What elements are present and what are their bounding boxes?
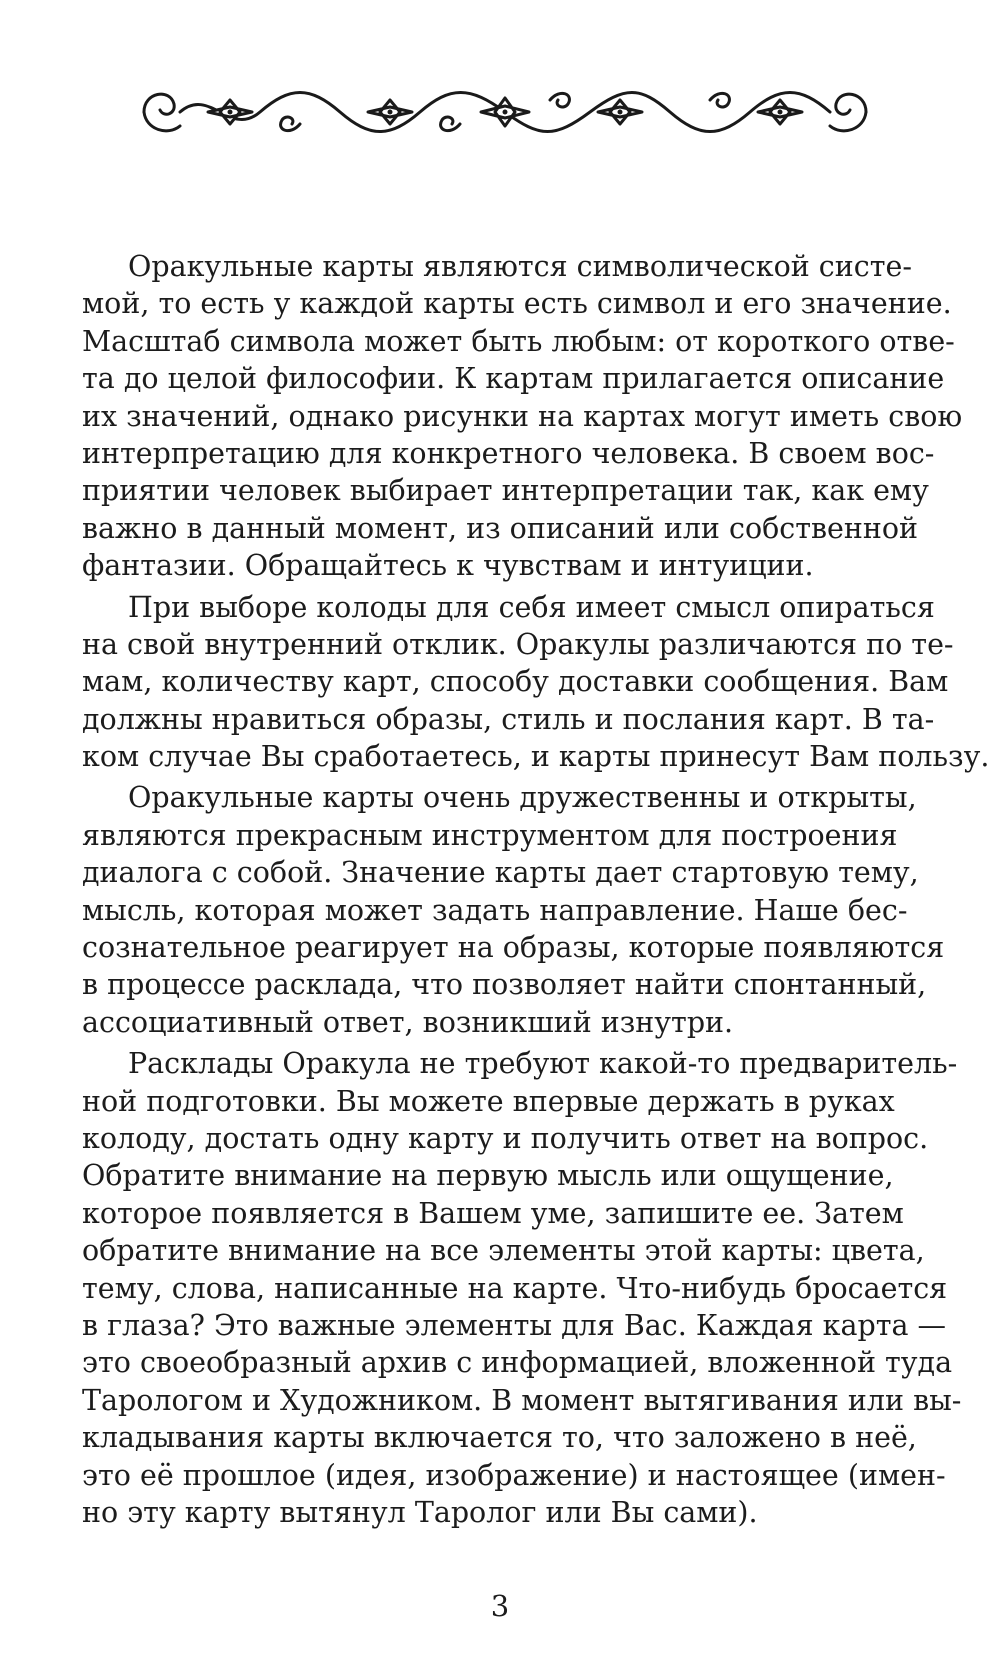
text-line: обратите внимание на все элементы этой карты: цвета, bbox=[82, 1234, 925, 1268]
text-line: являются прекрасным инструментом для построения bbox=[82, 818, 898, 852]
text-line: Оракульные карты очень дружественны и открыты, bbox=[128, 781, 917, 815]
text-line: Тарологом и Художником. В момент вытягивания или вы- bbox=[82, 1383, 962, 1417]
page-number: 3 bbox=[490, 1589, 510, 1623]
text-line: Обратите внимание на первую мысль или ощущение, bbox=[82, 1159, 894, 1193]
paragraph bbox=[82, 589, 990, 776]
text-line: которое появляется в Вашем уме, запишите ее. Затем bbox=[82, 1196, 904, 1230]
text-line: но эту карту вытянул Таролог или Вы сами). bbox=[82, 1495, 758, 1529]
text-line: мам, количеству карт, способу доставки сообщения. Вам bbox=[82, 665, 949, 699]
text-line: Расклады Оракула не требуют какой-то предваритель- bbox=[128, 1047, 958, 1081]
text-line: сознательное реагирует на образы, которые появляются bbox=[82, 931, 945, 965]
text-line: их значений, однако рисунки на картах могут иметь свою bbox=[82, 399, 963, 433]
text-line: мысль, которая может задать направление. Наше бес- bbox=[82, 893, 908, 927]
text-line: ассоциативный ответ, возникший изнутри. bbox=[82, 1005, 734, 1039]
text-line: Масштаб символа может быть любым: от короткого отве- bbox=[82, 324, 955, 358]
text-line: ком случае Вы сработаетесь, и карты принесут Вам пользу. bbox=[82, 740, 990, 774]
text-line: Оракульные карты являются символической систе- bbox=[128, 250, 912, 283]
text-line: в глаза? Это важные элементы для Вас. Каждая карта — bbox=[82, 1308, 947, 1342]
text-line: в процессе расклада, что позволяет найти спонтанный, bbox=[82, 968, 927, 1002]
text-line: тему, слова, написанные на карте. Что-нибудь бросается bbox=[82, 1271, 948, 1305]
text-line: ной подготовки. Вы можете впервые держать в руках bbox=[82, 1084, 895, 1118]
text-line: мой, то есть у каждой карты есть символ и его значение. bbox=[82, 287, 952, 321]
text-line: это своеобразный архив с информацией, вложенной туда bbox=[82, 1346, 953, 1380]
text-line: на свой внутренний отклик. Оракулы различаются по те- bbox=[82, 627, 954, 661]
text-line: это её прошлое (идея, изображение) и настоящее (имен- bbox=[82, 1458, 946, 1492]
paragraph bbox=[82, 248, 963, 585]
body-text bbox=[82, 248, 990, 1531]
text-line: При выборе колоды для себя имеет смысл опираться bbox=[128, 590, 935, 624]
text-line: приятии человек выбирает интерпретации так, как ему bbox=[82, 474, 929, 508]
text-line: колоду, достать одну карту и получить ответ на вопрос. bbox=[82, 1121, 929, 1155]
paragraph bbox=[82, 779, 945, 1041]
paragraph bbox=[82, 1045, 962, 1531]
floral-scroll-ornament-icon bbox=[140, 78, 870, 146]
text-line: фантазии. Обращайтесь к чувствам и интуиции. bbox=[82, 549, 814, 583]
text-line: та до целой философии. К картам прилагается описание bbox=[82, 362, 945, 396]
text-line: кладывания карты включается то, что заложено в неё, bbox=[82, 1421, 917, 1455]
text-line: должны нравиться образы, стиль и послания карт. В та- bbox=[82, 702, 935, 736]
text-line: интерпретацию для конкретного человека. В своем вос- bbox=[82, 436, 935, 470]
text-line: диалога с собой. Значение карты дает стартовую тему, bbox=[82, 856, 919, 890]
text-line: важно в данный момент, из описаний или собственной bbox=[82, 511, 919, 545]
